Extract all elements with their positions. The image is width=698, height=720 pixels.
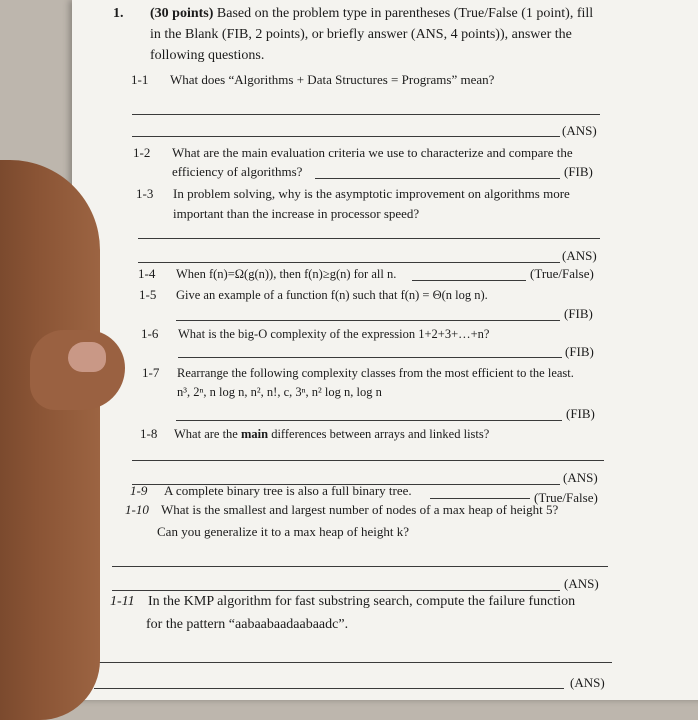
- hand: [0, 160, 100, 720]
- q11-type-tag: (ANS): [570, 675, 605, 690]
- q2-text-2: efficiency of algorithms?: [172, 164, 303, 179]
- q4-text: When f(n)=Ω(g(n)), then f(n)≥g(n) for all n.: [176, 267, 397, 281]
- q7-text-1: Rearrange the following complexity classes from the most efficient to the least.: [177, 366, 574, 380]
- q1-answer-line-2[interactable]: [132, 136, 560, 137]
- q11-answer-line-1[interactable]: [94, 662, 612, 663]
- q8-text-bold: main: [240, 427, 269, 441]
- q8-text: [174, 426, 489, 442]
- q8-answer-line-1[interactable]: [132, 460, 604, 461]
- q9-answer-line[interactable]: [430, 498, 530, 499]
- q9-type-tag: (True/False): [534, 490, 598, 505]
- q3-text-2: important than the increase in processor speed?: [173, 206, 420, 221]
- q10-answer-line-1[interactable]: [112, 566, 608, 567]
- q11-number: 1-11: [110, 594, 135, 609]
- q5-text: Give an example of a function f(n) such that f(n) = Θ(n log n).: [176, 288, 488, 302]
- q6-number: 1-6: [141, 326, 159, 341]
- thumbnail: [68, 342, 106, 372]
- q6-answer-line[interactable]: [178, 357, 562, 358]
- q10-number: 1-10: [125, 502, 149, 517]
- q3-text-1: In problem solving, why is the asymptotic improvement on algorithms more: [173, 186, 570, 201]
- q5-type-tag: (FIB): [564, 306, 593, 321]
- q3-type-tag: (ANS): [562, 248, 597, 263]
- q10-text-1: What is the smallest and largest number of nodes of a max heap of height 5?: [161, 502, 559, 517]
- q8-type-tag: (ANS): [563, 470, 598, 485]
- q8-text-pre: What are the: [174, 427, 241, 441]
- q3-answer-line-2[interactable]: [138, 262, 560, 263]
- q1-number: 1-1: [131, 72, 149, 87]
- q8-text-post: differences between arrays and linked lists?: [268, 427, 490, 441]
- q7-complexity-list: n³, 2ⁿ, n log n, n², n!, c, 3ⁿ, n² log n, log n: [177, 385, 382, 399]
- instructions-line-3: following questions.: [150, 48, 265, 63]
- q8-number: 1-8: [140, 426, 158, 441]
- points-label: (30 points): [150, 6, 214, 21]
- q4-number: 1-4: [138, 266, 156, 281]
- q7-answer-line[interactable]: [176, 420, 562, 421]
- q7-type-tag: (FIB): [566, 406, 595, 421]
- q11-text-2: for the pattern “aabaabaadaabaadc”.: [146, 617, 349, 632]
- q4-type-tag: (True/False): [530, 266, 594, 281]
- q1-type-tag: (ANS): [562, 123, 597, 138]
- q11-answer-line-2[interactable]: [94, 688, 564, 689]
- q9-text: A complete binary tree is also a full binary tree.: [164, 483, 412, 498]
- question-number: 1.: [113, 6, 124, 21]
- q5-answer-line[interactable]: [176, 320, 560, 321]
- instructions-text-1: Based on the problem type in parentheses (True/False (1 point), fill: [213, 6, 594, 21]
- instructions-line-2: in the Blank (FIB, 2 points), or briefly answer (ANS, 4 points)), answer the: [150, 27, 572, 42]
- q3-answer-line-1[interactable]: [138, 238, 600, 239]
- instructions-line-1: [150, 6, 593, 22]
- q10-answer-line-2[interactable]: [112, 590, 560, 591]
- q2-type-tag: (FIB): [564, 164, 593, 179]
- q1-text: What does “Algorithms + Data Structures = Programs” mean?: [170, 72, 495, 87]
- q2-answer-line[interactable]: [315, 178, 560, 179]
- q10-type-tag: (ANS): [564, 576, 599, 591]
- q6-type-tag: (FIB): [565, 344, 594, 359]
- q2-text-1: What are the main evaluation criteria we use to characterize and compare the: [172, 145, 573, 160]
- q9-number: 1-9: [130, 483, 148, 498]
- q4-answer-line[interactable]: [412, 280, 526, 281]
- q6-text: What is the big-O complexity of the expression 1+2+3+…+n?: [178, 327, 490, 341]
- q1-answer-line-1[interactable]: [132, 114, 600, 115]
- q3-number: 1-3: [136, 186, 154, 201]
- q11-text-1: In the KMP algorithm for fast substring search, compute the failure function: [148, 594, 576, 609]
- q2-number: 1-2: [133, 145, 151, 160]
- q10-text-2: Can you generalize it to a max heap of height k?: [157, 524, 409, 539]
- q5-number: 1-5: [139, 287, 157, 302]
- q7-number: 1-7: [142, 365, 160, 380]
